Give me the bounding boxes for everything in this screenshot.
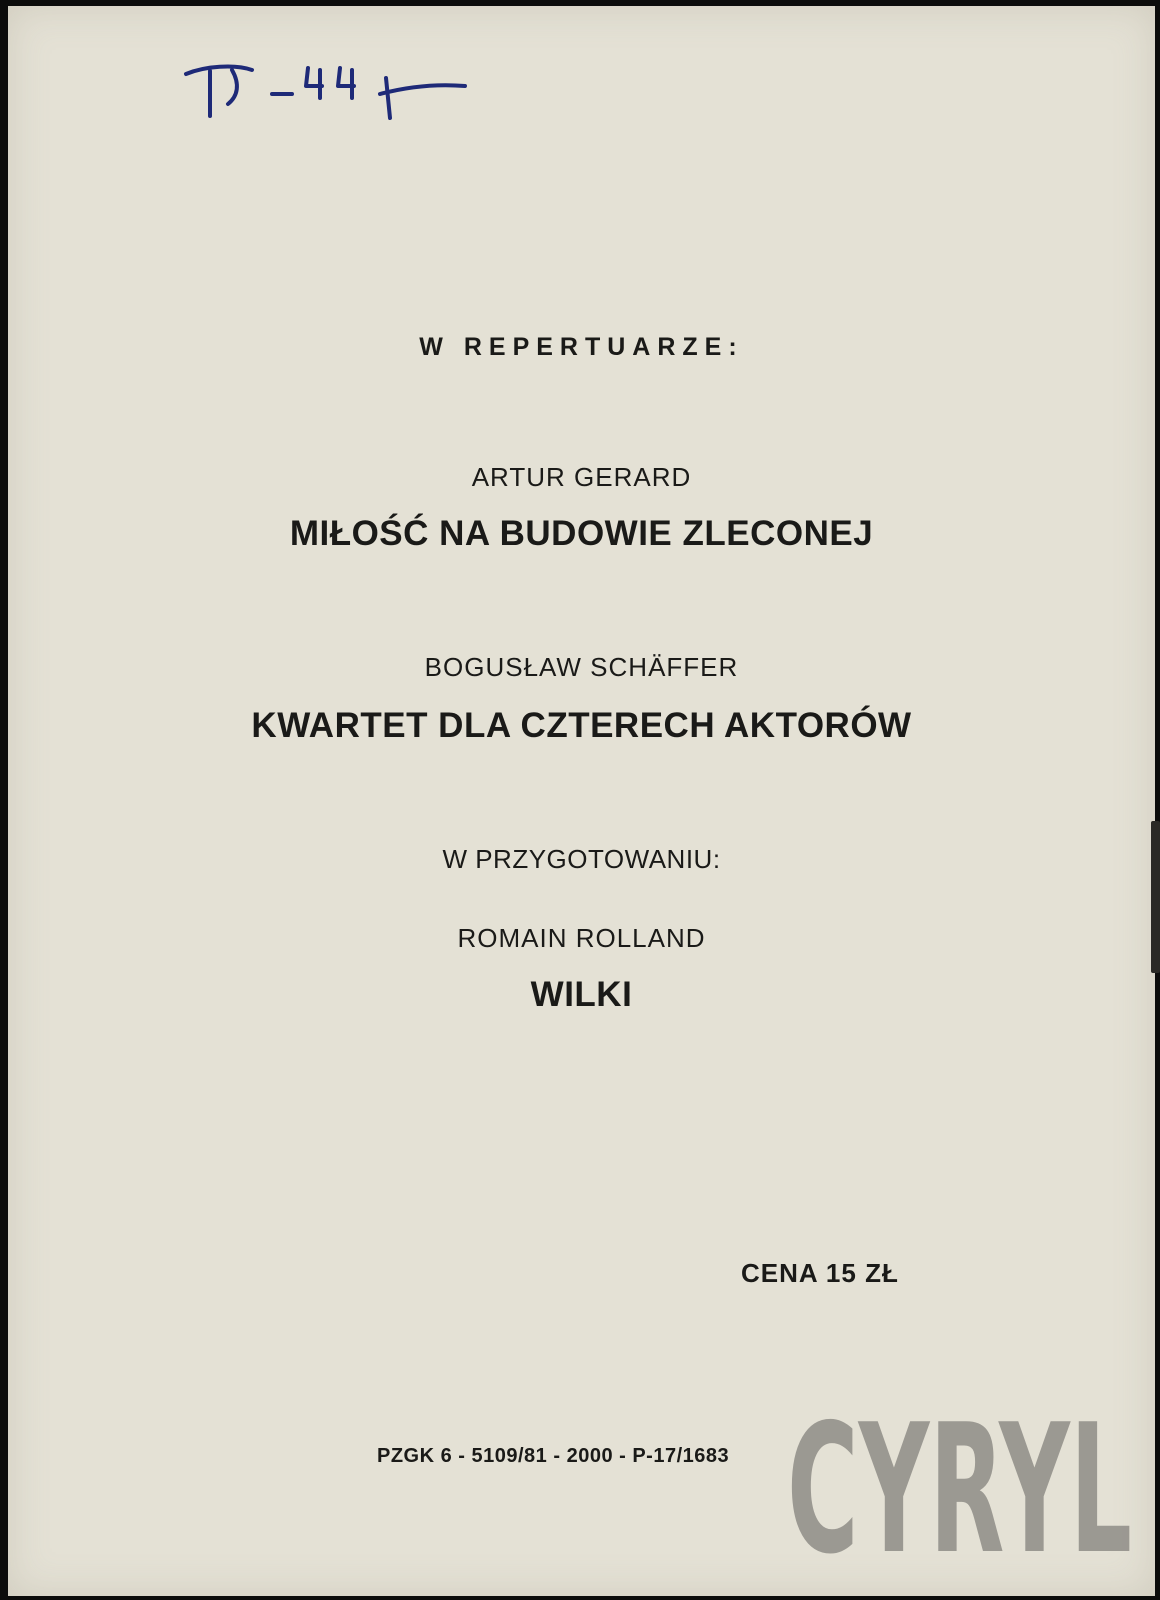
handwritten-catalog-note — [180, 56, 480, 136]
price-label: CENA 15 ZŁ — [741, 1258, 899, 1288]
play-2-title: KWARTET DLA CZTERECH AKTORÓW — [251, 706, 912, 745]
program-back-cover — [8, 6, 1155, 1596]
play-3-author: ROMAIN ROLLAND — [457, 923, 706, 953]
printer-imprint: PZGK 6 - 5109/81 - 2000 - P-17/1683 — [377, 1445, 730, 1467]
play-3-title: WILKI — [530, 975, 633, 1014]
play-1-author: ARTUR GERARD — [471, 462, 692, 492]
play-1-title: MIŁOŚĆ NA BUDOWIE ZLECONEJ — [289, 514, 874, 553]
in-preparation-heading: W PRZYGOTOWANIU: — [442, 844, 721, 874]
repertoire-heading: W REPERTUARZE: — [419, 333, 744, 361]
svg-text:CYRYL: CYRYL — [787, 1413, 1132, 1563]
cyryl-watermark-logo — [787, 1413, 1137, 1563]
play-2-author: BOGUSŁAW SCHÄFFER — [424, 652, 739, 682]
